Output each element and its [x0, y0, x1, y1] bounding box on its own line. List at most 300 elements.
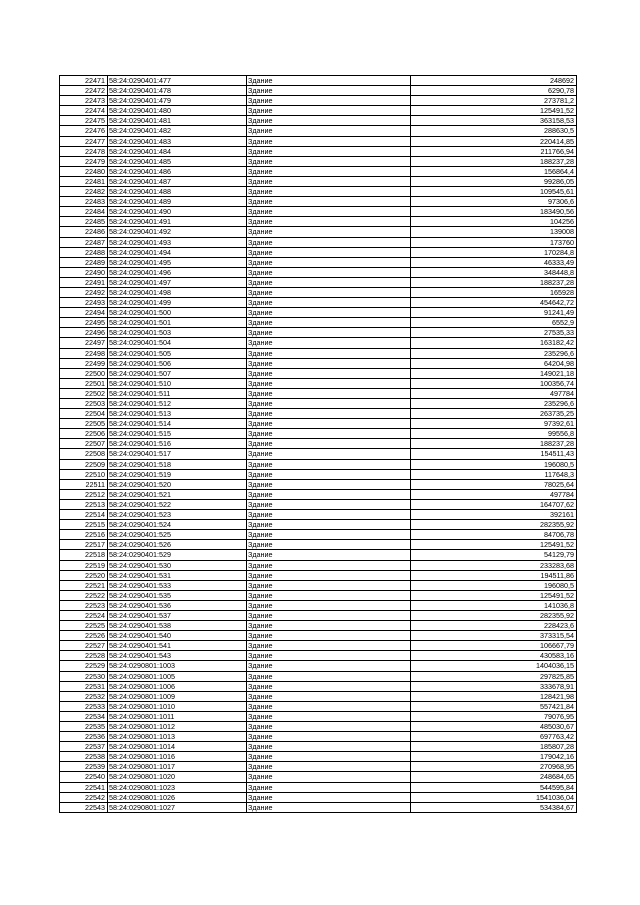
row-number-cell: 22515 [60, 520, 108, 530]
row-number-cell: 22534 [60, 711, 108, 721]
row-number-cell: 22504 [60, 409, 108, 419]
table-row [60, 641, 577, 651]
table-row [60, 308, 577, 318]
value-cell: 235296,6 [411, 348, 577, 358]
object-type-cell: Здание [247, 358, 411, 368]
row-number-cell: 22487 [60, 237, 108, 247]
object-type-cell: Здание [247, 247, 411, 257]
table-row [60, 580, 577, 590]
value-cell: 84706,78 [411, 530, 577, 540]
row-number-cell: 22476 [60, 126, 108, 136]
row-number-cell: 22473 [60, 96, 108, 106]
table-row [60, 106, 577, 116]
cadastral-number-cell: 58:24:0290401:514 [108, 419, 247, 429]
cadastral-number-cell: 58:24:0290401:500 [108, 308, 247, 318]
value-cell: 430583,16 [411, 651, 577, 661]
object-type-cell: Здание [247, 439, 411, 449]
table-row [60, 96, 577, 106]
cadastral-number-cell: 58:24:0290801:1026 [108, 792, 247, 802]
object-type-cell: Здание [247, 166, 411, 176]
value-cell: 211766,94 [411, 146, 577, 156]
row-number-cell: 22523 [60, 600, 108, 610]
table-row [60, 388, 577, 398]
object-type-cell: Здание [247, 641, 411, 651]
row-number-cell: 22520 [60, 570, 108, 580]
cadastral-number-cell: 58:24:0290801:1010 [108, 701, 247, 711]
cadastral-number-cell: 58:24:0290401:519 [108, 469, 247, 479]
value-cell: 188237,28 [411, 156, 577, 166]
data-table [59, 75, 577, 813]
value-cell: 179042,16 [411, 752, 577, 762]
value-cell: 125491,52 [411, 540, 577, 550]
object-type-cell: Здание [247, 550, 411, 560]
row-number-cell: 22494 [60, 308, 108, 318]
row-number-cell: 22509 [60, 459, 108, 469]
table-row [60, 207, 577, 217]
table-row [60, 590, 577, 600]
value-cell: 333678,91 [411, 681, 577, 691]
object-type-cell: Здание [247, 96, 411, 106]
row-number-cell: 22496 [60, 328, 108, 338]
value-cell: 697763,42 [411, 732, 577, 742]
object-type-cell: Здание [247, 722, 411, 732]
object-type-cell: Здание [247, 207, 411, 217]
table-row [60, 86, 577, 96]
row-number-cell: 22537 [60, 742, 108, 752]
row-number-cell: 22512 [60, 489, 108, 499]
table-row [60, 237, 577, 247]
table-row [60, 631, 577, 641]
table-row [60, 429, 577, 439]
value-cell: 485030,67 [411, 722, 577, 732]
value-cell: 392161 [411, 510, 577, 520]
cadastral-number-cell: 58:24:0290401:487 [108, 176, 247, 186]
cadastral-number-cell: 58:24:0290401:483 [108, 136, 247, 146]
row-number-cell: 22492 [60, 287, 108, 297]
cadastral-number-cell: 58:24:0290401:479 [108, 96, 247, 106]
value-cell: 91241,49 [411, 308, 577, 318]
table-row [60, 409, 577, 419]
cadastral-number-cell: 58:24:0290401:488 [108, 187, 247, 197]
row-number-cell: 22543 [60, 802, 108, 812]
value-cell: 282355,92 [411, 610, 577, 620]
object-type-cell: Здание [247, 772, 411, 782]
table-row [60, 540, 577, 550]
cadastral-number-cell: 58:24:0290401:484 [108, 146, 247, 156]
row-number-cell: 22518 [60, 550, 108, 560]
value-cell: 54129,79 [411, 550, 577, 560]
table-row [60, 217, 577, 227]
cadastral-number-cell: 58:24:0290401:501 [108, 318, 247, 328]
value-cell: 248684,65 [411, 772, 577, 782]
table-row [60, 691, 577, 701]
row-number-cell: 22483 [60, 197, 108, 207]
table-row [60, 419, 577, 429]
row-number-cell: 22535 [60, 722, 108, 732]
cadastral-number-cell: 58:24:0290401:510 [108, 378, 247, 388]
value-cell: 228423,6 [411, 621, 577, 631]
table-row [60, 348, 577, 358]
table-row [60, 520, 577, 530]
value-cell: 6552,9 [411, 318, 577, 328]
object-type-cell: Здание [247, 399, 411, 409]
table-row [60, 227, 577, 237]
cadastral-number-cell: 58:24:0290401:529 [108, 550, 247, 560]
value-cell: 1404036,15 [411, 661, 577, 671]
table-row [60, 76, 577, 86]
table-row [60, 701, 577, 711]
value-cell: 557421,84 [411, 701, 577, 711]
object-type-cell: Здание [247, 409, 411, 419]
table-row [60, 287, 577, 297]
value-cell: 149021,18 [411, 368, 577, 378]
object-type-cell: Здание [247, 479, 411, 489]
table-row [60, 399, 577, 409]
table-row [60, 711, 577, 721]
object-type-cell: Здание [247, 388, 411, 398]
cadastral-number-cell: 58:24:0290401:522 [108, 499, 247, 509]
object-type-cell: Здание [247, 661, 411, 671]
row-number-cell: 22501 [60, 378, 108, 388]
table-row [60, 681, 577, 691]
row-number-cell: 22481 [60, 176, 108, 186]
cadastral-number-cell: 58:24:0290801:1006 [108, 681, 247, 691]
cadastral-number-cell: 58:24:0290401:495 [108, 257, 247, 267]
table-row [60, 661, 577, 671]
value-cell: 497784 [411, 388, 577, 398]
cadastral-number-cell: 58:24:0290401:485 [108, 156, 247, 166]
value-cell: 99556,8 [411, 429, 577, 439]
cadastral-number-cell: 58:24:0290401:496 [108, 267, 247, 277]
value-cell: 454642,72 [411, 298, 577, 308]
value-cell: 154511,43 [411, 449, 577, 459]
value-cell: 27535,33 [411, 328, 577, 338]
value-cell: 1541036,04 [411, 792, 577, 802]
value-cell: 139008 [411, 227, 577, 237]
row-number-cell: 22477 [60, 136, 108, 146]
value-cell: 100356,74 [411, 378, 577, 388]
cadastral-number-cell: 58:24:0290401:516 [108, 439, 247, 449]
object-type-cell: Здание [247, 671, 411, 681]
row-number-cell: 22505 [60, 419, 108, 429]
value-cell: 156864,4 [411, 166, 577, 176]
cadastral-number-cell: 58:24:0290401:497 [108, 277, 247, 287]
object-type-cell: Здание [247, 126, 411, 136]
cadastral-number-cell: 58:24:0290401:507 [108, 368, 247, 378]
row-number-cell: 22485 [60, 217, 108, 227]
table-row [60, 257, 577, 267]
row-number-cell: 22493 [60, 298, 108, 308]
cadastral-number-cell: 58:24:0290401:491 [108, 217, 247, 227]
cadastral-number-cell: 58:24:0290401:513 [108, 409, 247, 419]
table-row [60, 197, 577, 207]
object-type-cell: Здание [247, 691, 411, 701]
object-type-cell: Здание [247, 136, 411, 146]
cadastral-number-cell: 58:24:0290801:1016 [108, 752, 247, 762]
cadastral-number-cell: 58:24:0290401:486 [108, 166, 247, 176]
table-row [60, 166, 577, 176]
object-type-cell: Здание [247, 368, 411, 378]
object-type-cell: Здание [247, 469, 411, 479]
value-cell: 534384,67 [411, 802, 577, 812]
row-number-cell: 22540 [60, 772, 108, 782]
object-type-cell: Здание [247, 217, 411, 227]
value-cell: 79076,95 [411, 711, 577, 721]
table-row [60, 570, 577, 580]
table-row [60, 782, 577, 792]
row-number-cell: 22498 [60, 348, 108, 358]
cadastral-number-cell: 58:24:0290401:515 [108, 429, 247, 439]
cadastral-number-cell: 58:24:0290401:535 [108, 590, 247, 600]
cadastral-number-cell: 58:24:0290401:489 [108, 197, 247, 207]
value-cell: 273781,2 [411, 96, 577, 106]
table-row [60, 247, 577, 257]
cadastral-number-cell: 58:24:0290401:493 [108, 237, 247, 247]
row-number-cell: 22513 [60, 499, 108, 509]
value-cell: 46333,49 [411, 257, 577, 267]
row-number-cell: 22478 [60, 146, 108, 156]
table-row [60, 802, 577, 812]
value-cell: 497784 [411, 489, 577, 499]
table-row [60, 136, 577, 146]
row-number-cell: 22506 [60, 429, 108, 439]
object-type-cell: Здание [247, 590, 411, 600]
object-type-cell: Здание [247, 570, 411, 580]
cadastral-number-cell: 58:24:0290401:524 [108, 520, 247, 530]
cadastral-number-cell: 58:24:0290401:526 [108, 540, 247, 550]
object-type-cell: Здание [247, 520, 411, 530]
table-row [60, 116, 577, 126]
object-type-cell: Здание [247, 176, 411, 186]
object-type-cell: Здание [247, 328, 411, 338]
row-number-cell: 22532 [60, 691, 108, 701]
cadastral-number-cell: 58:24:0290801:1003 [108, 661, 247, 671]
value-cell: 128421,98 [411, 691, 577, 701]
value-cell: 170284,8 [411, 247, 577, 257]
row-number-cell: 22538 [60, 752, 108, 762]
cadastral-number-cell: 58:24:0290801:1009 [108, 691, 247, 701]
table-row [60, 328, 577, 338]
value-cell: 235296,6 [411, 399, 577, 409]
object-type-cell: Здание [247, 530, 411, 540]
cadastral-number-cell: 58:24:0290801:1020 [108, 772, 247, 782]
value-cell: 78025,64 [411, 479, 577, 489]
value-cell: 194511,86 [411, 570, 577, 580]
row-number-cell: 22522 [60, 590, 108, 600]
value-cell: 6290,78 [411, 86, 577, 96]
table-row [60, 762, 577, 772]
cadastral-number-cell: 58:24:0290801:1027 [108, 802, 247, 812]
cadastral-number-cell: 58:24:0290401:530 [108, 560, 247, 570]
value-cell: 106667,79 [411, 641, 577, 651]
object-type-cell: Здание [247, 429, 411, 439]
value-cell: 248692 [411, 76, 577, 86]
row-number-cell: 22527 [60, 641, 108, 651]
cadastral-number-cell: 58:24:0290401:512 [108, 399, 247, 409]
object-type-cell: Здание [247, 287, 411, 297]
table-row [60, 267, 577, 277]
value-cell: 263735,25 [411, 409, 577, 419]
cadastral-number-cell: 58:24:0290401:505 [108, 348, 247, 358]
value-cell: 196080,5 [411, 459, 577, 469]
object-type-cell: Здание [247, 419, 411, 429]
table-row [60, 722, 577, 732]
cadastral-number-cell: 58:24:0290401:490 [108, 207, 247, 217]
value-cell: 233283,68 [411, 560, 577, 570]
object-type-cell: Здание [247, 449, 411, 459]
value-cell: 109545,61 [411, 187, 577, 197]
row-number-cell: 22525 [60, 621, 108, 631]
object-type-cell: Здание [247, 782, 411, 792]
row-number-cell: 22490 [60, 267, 108, 277]
value-cell: 196080,5 [411, 580, 577, 590]
object-type-cell: Здание [247, 752, 411, 762]
object-type-cell: Здание [247, 499, 411, 509]
object-type-cell: Здание [247, 560, 411, 570]
table-row [60, 146, 577, 156]
cadastral-number-cell: 58:24:0290801:1014 [108, 742, 247, 752]
row-number-cell: 22511 [60, 479, 108, 489]
object-type-cell: Здание [247, 631, 411, 641]
row-number-cell: 22491 [60, 277, 108, 287]
table-body [60, 76, 577, 813]
cadastral-number-cell: 58:24:0290401:494 [108, 247, 247, 257]
table-row [60, 499, 577, 509]
value-cell: 164707,62 [411, 499, 577, 509]
row-number-cell: 22503 [60, 399, 108, 409]
cadastral-number-cell: 58:24:0290401:498 [108, 287, 247, 297]
table-row [60, 277, 577, 287]
object-type-cell: Здание [247, 116, 411, 126]
value-cell: 363158,53 [411, 116, 577, 126]
cadastral-number-cell: 58:24:0290401:482 [108, 126, 247, 136]
cadastral-number-cell: 58:24:0290401:536 [108, 600, 247, 610]
row-number-cell: 22526 [60, 631, 108, 641]
value-cell: 188237,28 [411, 439, 577, 449]
row-number-cell: 22539 [60, 762, 108, 772]
row-number-cell: 22486 [60, 227, 108, 237]
cadastral-number-cell: 58:24:0290401:499 [108, 298, 247, 308]
value-cell: 97306,6 [411, 197, 577, 207]
object-type-cell: Здание [247, 732, 411, 742]
value-cell: 544595,84 [411, 782, 577, 792]
object-type-cell: Здание [247, 489, 411, 499]
value-cell: 282355,92 [411, 520, 577, 530]
cadastral-number-cell: 58:24:0290401:518 [108, 459, 247, 469]
object-type-cell: Здание [247, 348, 411, 358]
value-cell: 270968,95 [411, 762, 577, 772]
value-cell: 125491,52 [411, 106, 577, 116]
cadastral-number-cell: 58:24:0290801:1013 [108, 732, 247, 742]
value-cell: 97392,61 [411, 419, 577, 429]
object-type-cell: Здание [247, 308, 411, 318]
cadastral-number-cell: 58:24:0290401:480 [108, 106, 247, 116]
value-cell: 373315,54 [411, 631, 577, 641]
object-type-cell: Здание [247, 298, 411, 308]
row-number-cell: 22521 [60, 580, 108, 590]
table-row [60, 732, 577, 742]
object-type-cell: Здание [247, 106, 411, 116]
row-number-cell: 22489 [60, 257, 108, 267]
table-row [60, 752, 577, 762]
object-type-cell: Здание [247, 540, 411, 550]
value-cell: 165928 [411, 287, 577, 297]
row-number-cell: 22542 [60, 792, 108, 802]
cadastral-number-cell: 58:24:0290401:506 [108, 358, 247, 368]
object-type-cell: Здание [247, 610, 411, 620]
table-row [60, 338, 577, 348]
object-type-cell: Здание [247, 459, 411, 469]
table-row [60, 449, 577, 459]
row-number-cell: 22474 [60, 106, 108, 116]
object-type-cell: Здание [247, 76, 411, 86]
row-number-cell: 22472 [60, 86, 108, 96]
object-type-cell: Здание [247, 318, 411, 328]
value-cell: 125491,52 [411, 590, 577, 600]
table-row [60, 176, 577, 186]
object-type-cell: Здание [247, 257, 411, 267]
object-type-cell: Здание [247, 237, 411, 247]
row-number-cell: 22479 [60, 156, 108, 166]
cadastral-number-cell: 58:24:0290401:503 [108, 328, 247, 338]
row-number-cell: 22531 [60, 681, 108, 691]
object-type-cell: Здание [247, 580, 411, 590]
table-row [60, 298, 577, 308]
row-number-cell: 22495 [60, 318, 108, 328]
value-cell: 183490,56 [411, 207, 577, 217]
table-row [60, 358, 577, 368]
cadastral-number-cell: 58:24:0290401:477 [108, 76, 247, 86]
cadastral-number-cell: 58:24:0290801:1012 [108, 722, 247, 732]
row-number-cell: 22471 [60, 76, 108, 86]
table-row [60, 368, 577, 378]
cadastral-number-cell: 58:24:0290401:492 [108, 227, 247, 237]
cadastral-number-cell: 58:24:0290401:541 [108, 641, 247, 651]
cadastral-number-cell: 58:24:0290401:517 [108, 449, 247, 459]
cadastral-number-cell: 58:24:0290401:537 [108, 610, 247, 620]
object-type-cell: Здание [247, 378, 411, 388]
object-type-cell: Здание [247, 802, 411, 812]
object-type-cell: Здание [247, 792, 411, 802]
table-row [60, 489, 577, 499]
value-cell: 141036,8 [411, 600, 577, 610]
cadastral-number-cell: 58:24:0290801:1005 [108, 671, 247, 681]
value-cell: 188237,28 [411, 277, 577, 287]
object-type-cell: Здание [247, 510, 411, 520]
object-type-cell: Здание [247, 701, 411, 711]
object-type-cell: Здание [247, 762, 411, 772]
table-row [60, 156, 577, 166]
row-number-cell: 22488 [60, 247, 108, 257]
cadastral-number-cell: 58:24:0290401:531 [108, 570, 247, 580]
cadastral-number-cell: 58:24:0290401:538 [108, 621, 247, 631]
row-number-cell: 22519 [60, 560, 108, 570]
cadastral-number-cell: 58:24:0290401:478 [108, 86, 247, 96]
cadastral-number-cell: 58:24:0290401:481 [108, 116, 247, 126]
row-number-cell: 22529 [60, 661, 108, 671]
value-cell: 297825,85 [411, 671, 577, 681]
row-number-cell: 22536 [60, 732, 108, 742]
object-type-cell: Здание [247, 742, 411, 752]
row-number-cell: 22482 [60, 187, 108, 197]
cadastral-number-cell: 58:24:0290401:521 [108, 489, 247, 499]
table-row [60, 318, 577, 328]
value-cell: 163182,42 [411, 338, 577, 348]
value-cell: 220414,85 [411, 136, 577, 146]
table-row [60, 610, 577, 620]
table-row [60, 600, 577, 610]
row-number-cell: 22508 [60, 449, 108, 459]
